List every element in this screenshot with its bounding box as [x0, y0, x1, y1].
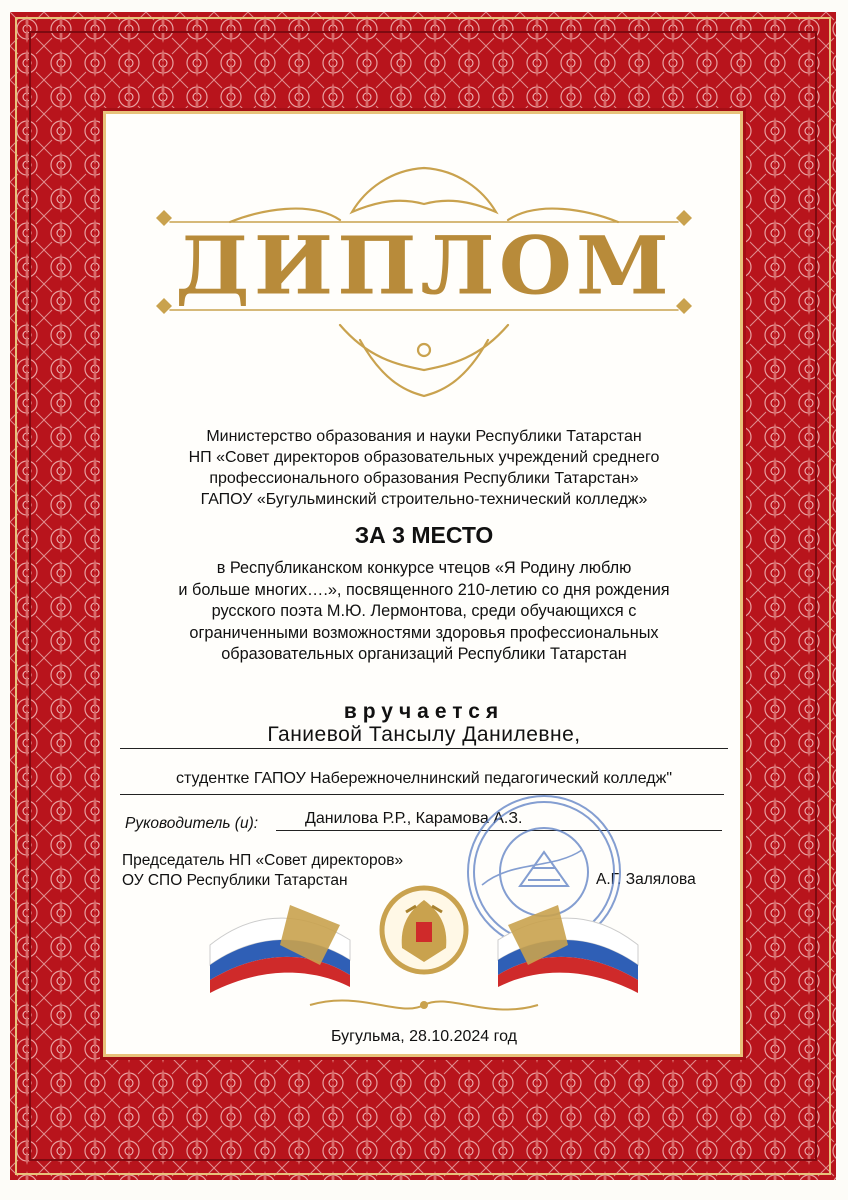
- supervisor-label: Руководитель (и):: [125, 815, 259, 832]
- coat-of-arms-emblem: [378, 882, 470, 982]
- gold-ornament-bottom: [300, 990, 548, 1020]
- supervisor-names: Данилова Р.Р., Карамова А.З.: [305, 810, 523, 827]
- organizer-line: НП «Совет директоров образовательных учреждений среднего: [188, 449, 660, 466]
- organizers-block: [0, 426, 848, 510]
- chair-title-line: Председатель НП «Совет директоров»: [122, 852, 404, 869]
- description-line: образовательных организаций Республики Татарстан: [221, 645, 627, 663]
- chair-name: А.Г. Залялова: [596, 871, 696, 888]
- organizer-line: ГАПОУ «Бугульминский строительно-технический колледж»: [200, 491, 648, 508]
- status-underline: [120, 794, 724, 795]
- description-line: ограниченными возможностями здоровья профессиональных: [189, 623, 659, 642]
- organizer-line: Министерство образования и науки Республики Татарстан: [206, 428, 642, 445]
- awarded-label: вручается: [343, 700, 505, 723]
- diploma-title: ДИПЛОМ: [175, 218, 673, 313]
- organizer-line: профессионального образования Республики Татарстан»: [209, 470, 639, 487]
- recipient-status: студентке ГАПОУ Набережночелнинский педагогический колледж": [175, 770, 672, 787]
- description-line: в Республиканском конкурсе чтецов «Я Родину люблю: [216, 559, 632, 577]
- name-underline: [120, 748, 728, 749]
- description-line: русского поэта М.Ю. Лермонтова, среди обучающихся с: [211, 602, 637, 620]
- contest-description: [0, 558, 848, 666]
- award-place: ЗА 3 МЕСТО: [354, 522, 494, 548]
- place-and-date: Бугульма, 28.10.2024 год: [331, 1028, 517, 1045]
- description-line: и больше многих….», посвященного 210-летию со дня рождения: [178, 580, 670, 599]
- recipient-name: Ганиевой Тансылу Данилевне,: [267, 723, 581, 746]
- chair-title-line: ОУ СПО Республики Татарстан: [122, 872, 348, 889]
